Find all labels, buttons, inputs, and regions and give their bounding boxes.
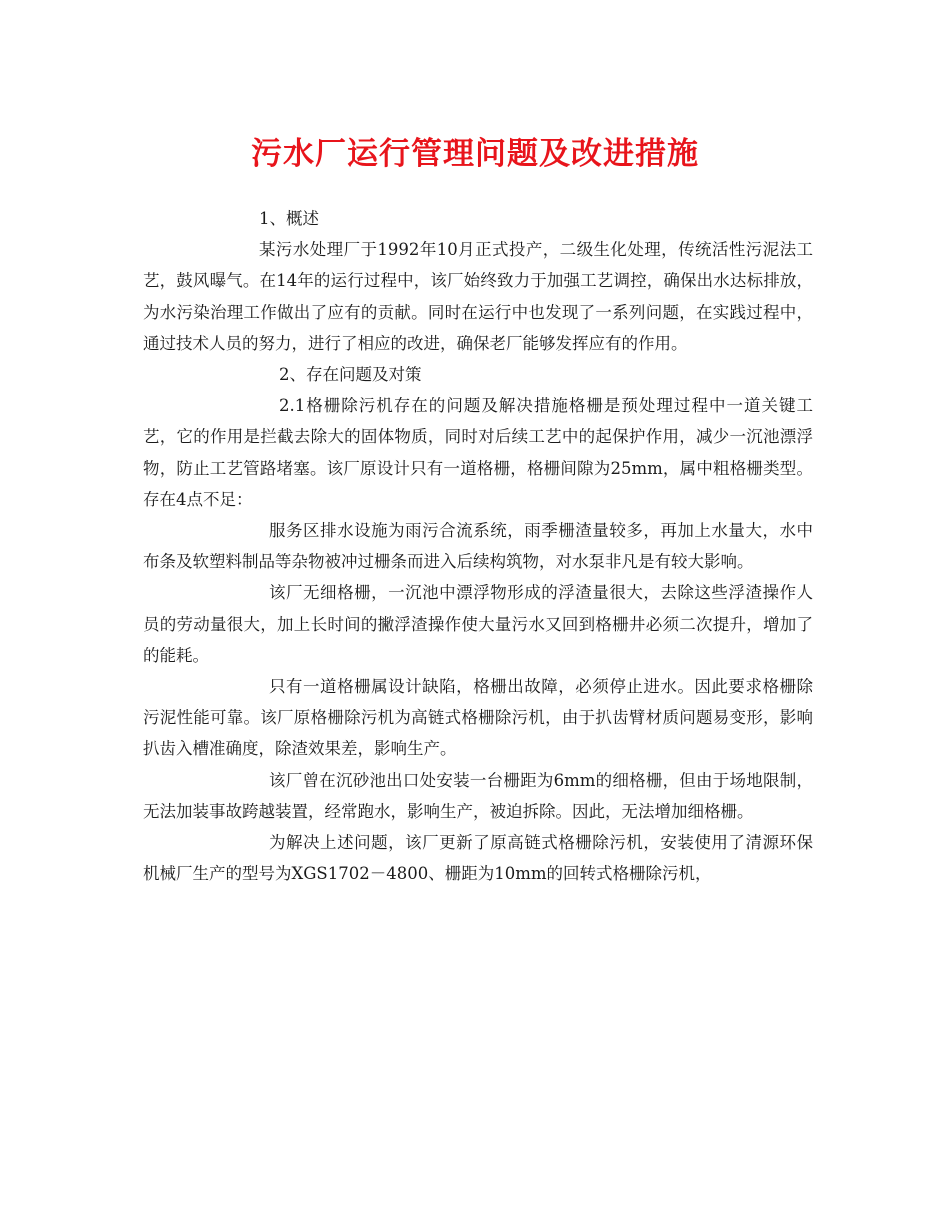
paragraph-grille-problems: 2.1格栅除污机存在的问题及解决措施格栅是预处理过程中一道关键工艺，它的作用是拦截去除大的固体物质，同时对后续工艺中的起保护作用，减少一沉池漂浮物，防止工艺管路堵塞。该厂原设计只有一道格栅，格栅间隙为25mm，属中粗格栅类型。存在4点不足： — [143, 396, 813, 509]
document-body — [143, 203, 813, 889]
paragraph-solution: 为解决上述问题，该厂更新了原高链式格栅除污机，安装使用了清源环保机械厂生产的型号为XGS1702－4800、栅距为10mm的回转式格栅除污机， — [143, 833, 813, 884]
paragraph-overview: 某污水处理厂于1992年10月正式投产，二级生化处理，传统活性污泥法工艺，鼓风曝气。在14年的运行过程中，该厂始终致力于加强工艺调控，确保出水达标排放，为水污染治理工作做出了应有的贡献。同时在运行中也发现了一系列问题，在实践过程中，通过技术人员的努力，进行了相应的改进，确保老厂能够发挥应有的作用。 — [143, 240, 813, 353]
paragraph-point-1: 服务区排水设施为雨污合流系统，雨季栅渣量较多，再加上水量大，水中布条及软塑料制品等杂物被冲过栅条而进入后续构筑物，对水泵非凡是有较大影响。 — [143, 521, 813, 572]
paragraph-point-2: 该厂无细格栅，一沉池中漂浮物形成的浮渣量很大，去除这些浮渣操作人员的劳动量很大，加上长时间的撇浮渣操作使大量污水又回到格栅井必须二次提升，增加了的能耗。 — [143, 583, 813, 665]
paragraph-point-4: 该厂曾在沉砂池出口处安装一台栅距为6mm的细格栅，但由于场地限制，无法加装事故跨越装置，经常跑水，影响生产，被迫拆除。因此，无法增加细格栅。 — [143, 770, 813, 821]
section-heading-overview: 1、概述 — [259, 209, 319, 228]
document-title: 污水厂运行管理问题及改进措施 — [251, 136, 699, 172]
paragraph-point-3: 只有一道格栅属设计缺陷，格栅出故障，必须停止进水。因此要求格栅除污泥性能可靠。该厂原格栅除污机为高链式格栅除污机，由于扒齿臂材质问题易变形，影响扒齿入槽准确度，除渣效果差，影响生产。 — [143, 677, 813, 759]
section-heading-problems: 2、存在问题及对策 — [279, 365, 422, 385]
